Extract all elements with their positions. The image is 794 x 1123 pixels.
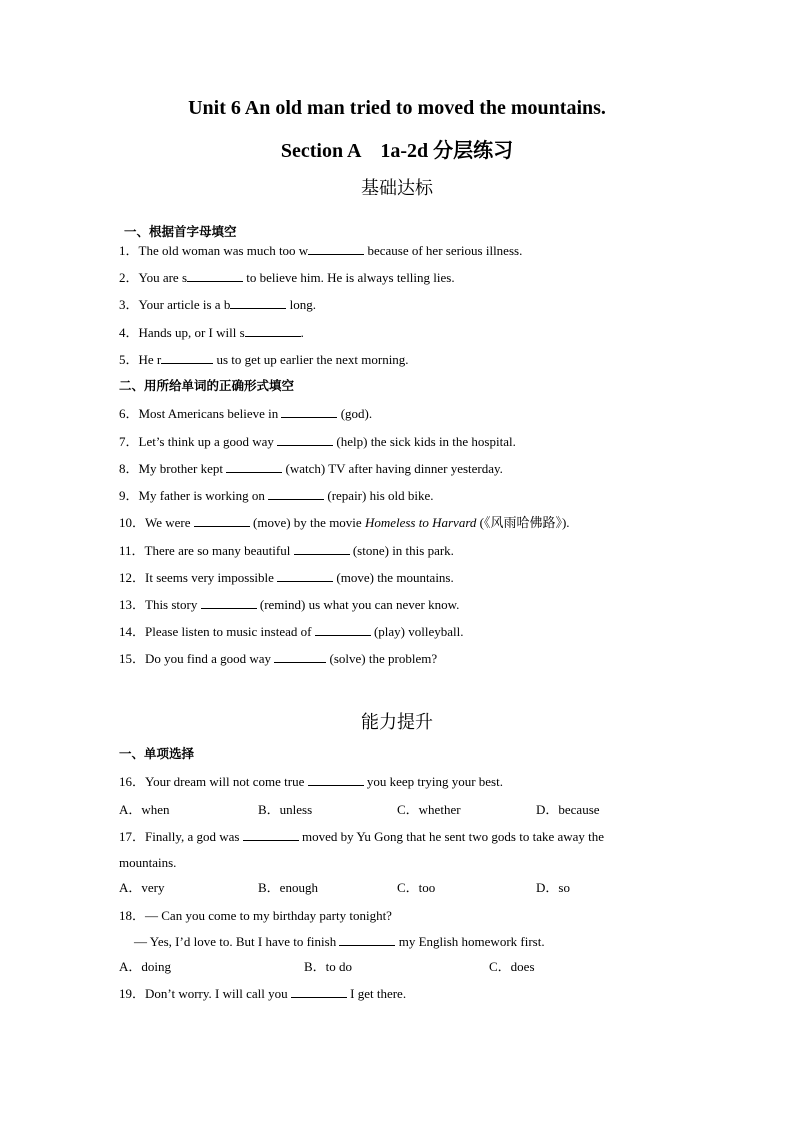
page-subtitle: Section A 1a-2d 分层练习 [280,140,514,162]
question-4: 4．Hands up, or I will s . [119,325,304,340]
q17-option-b[interactable]: B．enough [258,880,318,895]
section-heading-basic: 基础达标 [361,178,433,198]
answer-blank[interactable] [268,488,324,500]
question-15: 15．Do you find a good way (solve) the problem? [119,651,438,666]
answer-blank[interactable] [274,651,326,663]
question-7: 7．Let’s think up a good way (help) the sick kids in the hospital. [119,434,516,449]
answer-blank[interactable] [194,515,250,527]
answer-blank[interactable] [245,325,301,337]
part3-heading: 一、单项选择 [119,747,195,761]
q18-option-a[interactable]: A．doing [119,959,172,974]
question-17: 17．Finally, a god was moved by Yu Gong that he sent two gods to take away the [119,829,605,844]
question-16: 16．Your dream will not come true you keep trying your best. [119,774,503,789]
answer-blank[interactable] [281,406,337,418]
question-18-reply: — Yes, I’d love to. But I have to finish my English homework first. [134,934,545,949]
question-2: 2．You are s to believe him. He is always telling lies. [119,270,455,285]
question-17-cont: mountains. [119,855,177,870]
question-19: 19．Don’t worry. I will call you I get there. [119,986,407,1001]
question-9: 9．My father is working on (repair) his old bike. [119,488,434,503]
answer-blank[interactable] [277,570,333,582]
question-3: 3．Your article is a b long. [119,297,316,312]
question-11: 11．There are so many beautiful (stone) in this park. [119,543,454,558]
part1-heading: 一、根据首字母填空 [124,225,237,239]
q18-option-b[interactable]: B．to do [304,959,353,974]
part2-heading: 二、用所给单词的正确形式填空 [119,379,295,393]
question-13: 13．This story (remind) us what you can never know. [119,597,460,612]
question-6: 6．Most Americans believe in (god). [119,406,373,421]
q17-option-a[interactable]: A．very [119,880,165,895]
question-8: 8．My brother kept (watch) TV after having dinner yesterday. [119,461,503,476]
question-12: 12．It seems very impossible (move) the mountains. [119,570,454,585]
question-5: 5．He r us to get up earlier the next morning. [119,352,409,367]
answer-blank[interactable] [230,297,286,309]
answer-blank[interactable] [187,270,243,282]
answer-blank[interactable] [315,624,371,636]
answer-blank[interactable] [161,352,213,364]
answer-blank[interactable] [201,597,257,609]
movie-title: Homeless to Harvard [364,515,477,530]
q17-option-d[interactable]: D．so [536,880,570,895]
answer-blank[interactable] [243,829,299,841]
question-1: 1．The old woman was much too w because of her serious illness. [119,243,523,258]
answer-blank[interactable] [291,986,347,998]
section-heading-advanced: 能力提升 [361,712,433,732]
answer-blank[interactable] [308,774,364,786]
q16-option-a[interactable]: A．when [119,802,170,817]
q17-option-c[interactable]: C．too [397,880,436,895]
q16-option-d[interactable]: D．because [536,802,600,817]
q16-option-b[interactable]: B．unless [258,802,313,817]
q18-option-c[interactable]: C．does [489,959,535,974]
answer-blank[interactable] [226,461,282,473]
q16-option-c[interactable]: C．whether [397,802,461,817]
question-14: 14．Please listen to music instead of (play) volleyball. [119,624,464,639]
page-title: Unit 6 An old man tried to moved the mountains. [188,97,606,119]
question-18: 18．— Can you come to my birthday party tonight? [119,908,392,923]
answer-blank[interactable] [308,243,364,255]
question-10: 10．We were (move) by the movie Homeless to Harvard (《风雨哈佛路》). [119,515,570,530]
answer-blank[interactable] [277,434,333,446]
answer-blank[interactable] [339,934,395,946]
answer-blank[interactable] [294,543,350,555]
